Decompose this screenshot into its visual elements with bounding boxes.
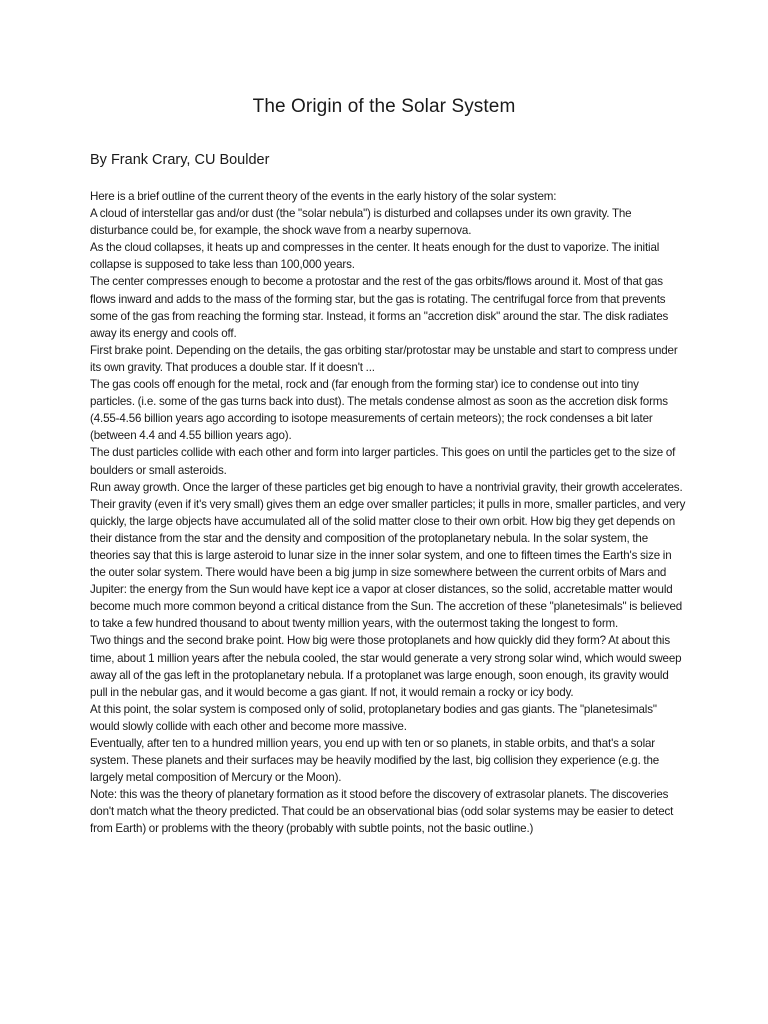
document-body	[90, 188, 686, 838]
paragraph: Here is a brief outline of the current theory of the events in the early history of the solar system:	[90, 190, 557, 203]
paragraph: As the cloud collapses, it heats up and compresses in the center. It heats enough for the dust to vaporize. The initial collapse is supposed to take less than 100,000 years.	[90, 241, 660, 272]
paragraph: First brake point. Depending on the details, the gas orbiting star/protostar may be unstable and start to compress under its own gravity. That produces a double star. If it doesn't ...	[90, 343, 678, 374]
paragraph: At this point, the solar system is composed only of solid, protoplanetary bodies and gas giants. The "planetesimals" would slowly collide with each other and become more massive.	[90, 702, 657, 733]
document-author: By Frank Crary, CU Boulder	[90, 152, 270, 168]
document-title: The Origin of the Solar System	[252, 96, 516, 117]
paragraph: The center compresses enough to become a protostar and the rest of the gas orbits/flows around it. Most of that gas flows inward and adds to the mass of the forming star, but the gas is rotating. The centrifugal force from that prevents some of the gas from reaching the forming star. Instead, it forms an "accretion disk" around the star. The disk radiates away its energy and cools off.	[90, 275, 669, 340]
paragraph: Two things and the second brake point. How big were those protoplanets and how quickly did they form? At about this time, about 1 million years after the nebula cooled, the star would generate a very strong solar wind, which would sweep away all of the gas left in the protoplanetary nebula. If a protoplanet was large enough, soon enough, its gravity would pull in the nebular gas, and it would become a gas giant. If not, it would remain a rocky or icy body.	[90, 634, 682, 699]
paragraph: Note: this was the theory of planetary formation as it stood before the discovery of extrasolar planets. The discoveries don't match what the theory predicted. That could be an observational bias (odd solar systems may be easier to detect from Earth) or problems with the theory (probably with subtle points, not the basic outline.)	[90, 788, 674, 836]
paragraph: Eventually, after ten to a hundred million years, you end up with ten or so planets, in stable orbits, and that's a solar system. These planets and their surfaces may be heavily modified by the last, big collision they experience (e.g. the largely metal composition of Mercury or the Moon).	[90, 737, 660, 785]
paragraph: The gas cools off enough for the metal, rock and (far enough from the forming star) ice to condense out into tiny particles. (i.e. some of the gas turns back into dust). The metals condense almost as soon as the accretion disk forms (4.55-4.56 billion years ago according to isotope measurements of certain meteors); the rock condenses a bit later (between 4.4 and 4.55 billion years ago).	[90, 378, 668, 443]
paragraph: A cloud of interstellar gas and/or dust (the "solar nebula") is disturbed and collapses under its own gravity. The disturbance could be, for example, the shock wave from a nearby supernova.	[90, 207, 632, 238]
paragraph: The dust particles collide with each other and form into larger particles. This goes on until the particles get to the size of boulders or small asteroids.	[90, 446, 676, 477]
paragraph: Run away growth. Once the larger of these particles get big enough to have a nontrivial gravity, their growth accelerates. Their gravity (even if it's very small) gives them an edge over smaller particles; it pulls in more, smaller particles, and very quickly, the large objects have accumulated all of the solid matter close to their own orbit. How big they get depends on their distance from the star and the density and composition of the protoplanetary nebula. In the solar system, the theories say that this is large asteroid to lunar size in the inner solar system, and one to fifteen times the Earth's size in the outer solar system. There would have been a big jump in size somewhere between the current orbits of Mars and Jupiter: the energy from the Sun would have kept ice a vapor at closer distances, so the solid, accretable matter would become much more common beyond a critical distance from the Sun. The accretion of these "planetesimals" is believed to take a few hundred thousand to about twenty million years, with the outermost taking the longest to form.	[90, 480, 686, 631]
